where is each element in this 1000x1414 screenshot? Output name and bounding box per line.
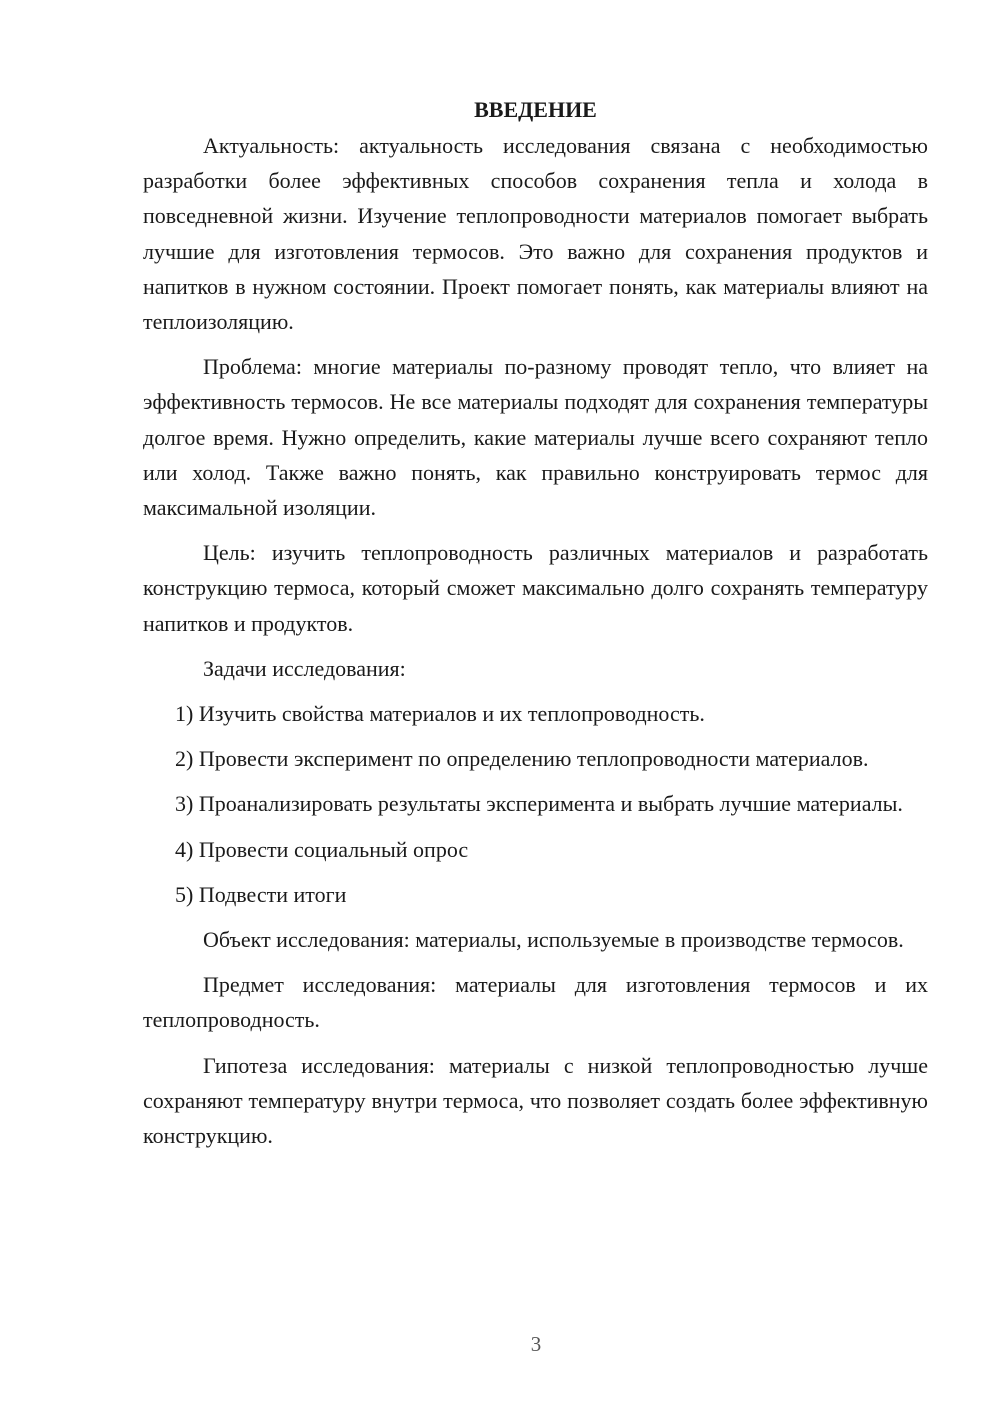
task-item: 5) Подвести итоги	[175, 881, 347, 907]
task-item: 3) Проанализировать результаты эксперимента и выбрать лучшие материалы.	[175, 791, 903, 817]
subject-paragraph: Предмет исследования: материалы для изготовления термосов и их теплопроводность.	[143, 972, 928, 1033]
section-title: ВВЕДЕНИЕ	[474, 97, 597, 122]
tasks-heading: Задачи исследования:	[203, 655, 406, 681]
task-item: 2) Провести эксперимент по определению теплопроводности материалов.	[175, 746, 869, 772]
goal-paragraph: Цель: изучить теплопроводность различных материалов и разработать конструкцию термоса, который сможет максимально долго сохранять температуру напитков и продуктов.	[143, 540, 928, 636]
task-item: 1) Изучить свойства материалов и их теплопроводность.	[175, 701, 705, 727]
problem-paragraph: Проблема: многие материалы по-разному проводят тепло, что влияет на эффективность термосов. Не все материалы подходят для сохранения температуры долгое время. Нужно определить, какие материалы лучше всего сохраняют тепло или холод. Также важно понять, как правильно конструировать термос для максимальной изоляции.	[143, 354, 928, 521]
document-page	[143, 92, 928, 1163]
task-item: 4) Провести социальный опрос	[175, 836, 469, 862]
page-number: 3	[530, 1332, 542, 1356]
hypothesis-paragraph: Гипотеза исследования: материалы с низкой теплопроводностью лучше сохраняют температуру внутри термоса, что позволяет создать более эффективную конструкцию.	[143, 1052, 928, 1149]
relevance-paragraph: Актуальность: актуальность исследования связана с необходимостью разработки более эффективных способов сохранения тепла и холода в повседневной жизни. Изучение теплопроводности материалов помогает выбрать лучшие для изготовления термосов. Это важно для сохранения продуктов и напитков в нужном состоянии. Проект помогает понять, как материалы влияют на теплоизоляцию.	[143, 133, 928, 335]
object-paragraph: Объект исследования: материалы, используемые в производстве термосов.	[203, 927, 904, 953]
